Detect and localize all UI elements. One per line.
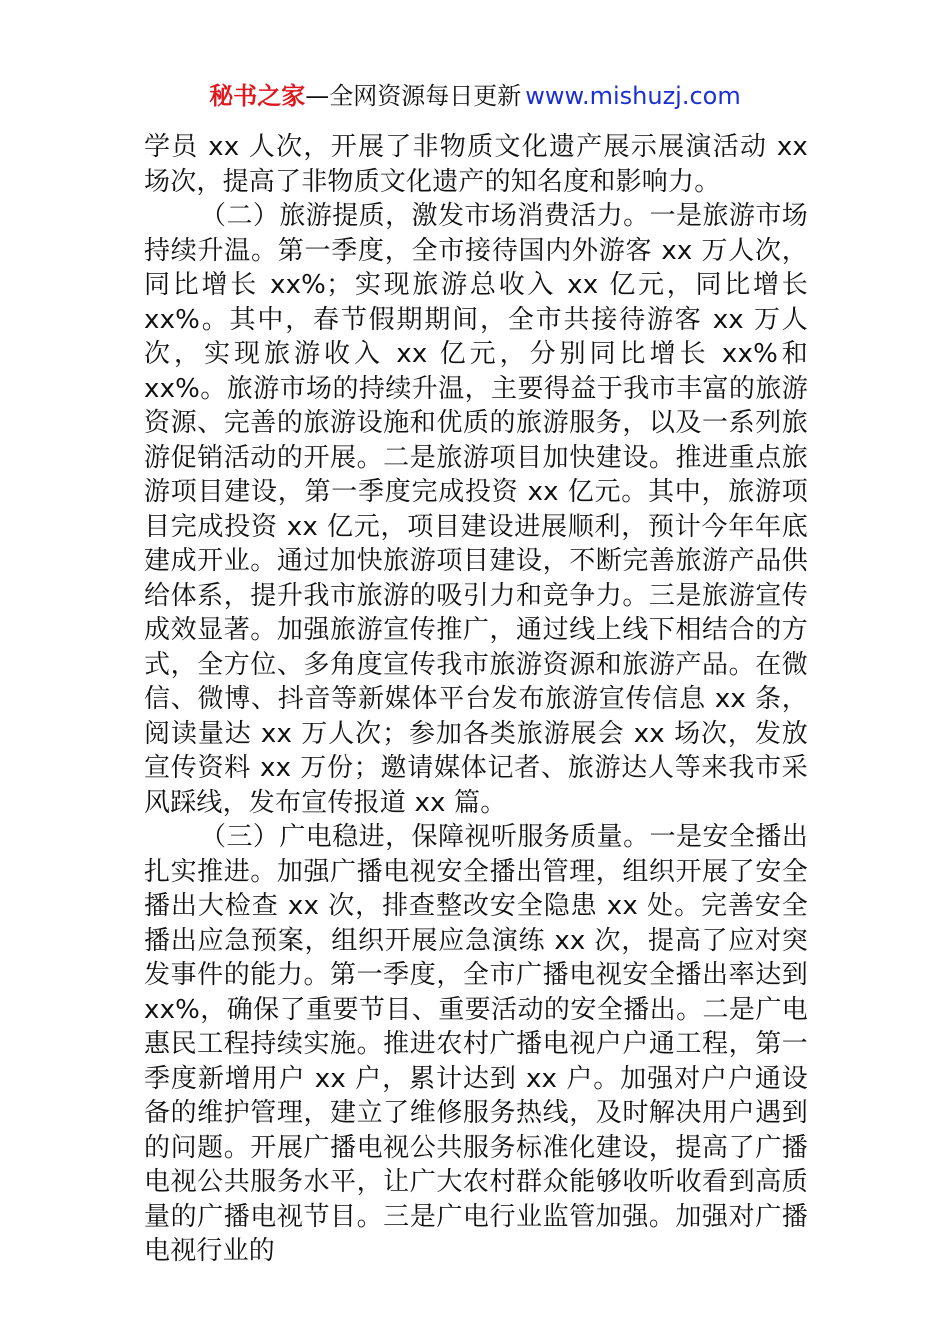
paragraph-broadcasting: （三）广电稳进，保障视听服务质量。一是安全播出扎实推进。加强广播电视安全播出管理，组织开展了安全播出大检查 xx 次，排查整改安全隐患 xx 处。完善安全播出应急预案，组织开展应急演练 xx 次，提高了应对突发事件的能力。第一季度，全市广播电视安全播出率达到 xx%，确保了重要节目、重要活动的安全播出。二是广电惠民工程持续实施。推进农村广播电视户户通工程，第一季度新增用户 xx 户，累计达到 xx 户。加强对户户通设备的维护管理，建立了维修服务热线，及时解决用户遇到的问题。开展广播电视公共服务标准化建设，提高了广播电视公共服务水平，让广大农村群众能够收听收看到高质量的广播电视节目。三是广电行业监管加强。加强对广播电视行业的 [144, 822, 808, 1266]
header-site-link[interactable]: www.mishuzj.com [525, 82, 741, 110]
paragraph-continuation: 学员 xx 人次，开展了非物质文化遗产展示展演活动 xx 场次，提高了非物质文化遗产的知名度和影响力。 [144, 132, 808, 197]
page-header [0, 80, 950, 112]
header-brand: 秘书之家 [209, 82, 306, 110]
header-slogan: —全网资源每日更新 [305, 82, 522, 110]
paragraph-tourism: （二）旅游提质，激发市场消费活力。一是旅游市场持续升温。第一季度，全市接待国内外游客 xx 万人次，同比增长 xx%；实现旅游总收入 xx 亿元，同比增长 xx%。其中，春节假期期间，全市共接待游客 xx 万人次，实现旅游收入 xx 亿元，分别同比增长 xx%和 xx%。旅游市场的持续升温，主要得益于我市丰富的旅游资源、完善的旅游设施和优质的旅游服务，以及一系列旅游促销活动的开展。二是旅游项目加快建设。推进重点旅游项目建设，第一季度完成投资 xx 亿元。其中，旅游项目完成投资 xx 亿元，项目建设进展顺利，预计今年年底建成开业。通过加快旅游项目建设，不断完善旅游产品供给体系，提升我市旅游的吸引力和竞争力。三是旅游宣传成效显著。加强旅游宣传推广，通过线上线下相结合的方式，全方位、多角度宣传我市旅游资源和旅游产品。在微信、微博、抖音等新媒体平台发布旅游宣传信息 xx 条，阅读量达 xx 万人次；参加各类旅游展会 xx 场次，发放宣传资料 xx 万份；邀请媒体记者、旅游达人等来我市采风踩线，发布宣传报道 xx 篇。 [144, 201, 808, 818]
document-body [144, 130, 808, 1269]
